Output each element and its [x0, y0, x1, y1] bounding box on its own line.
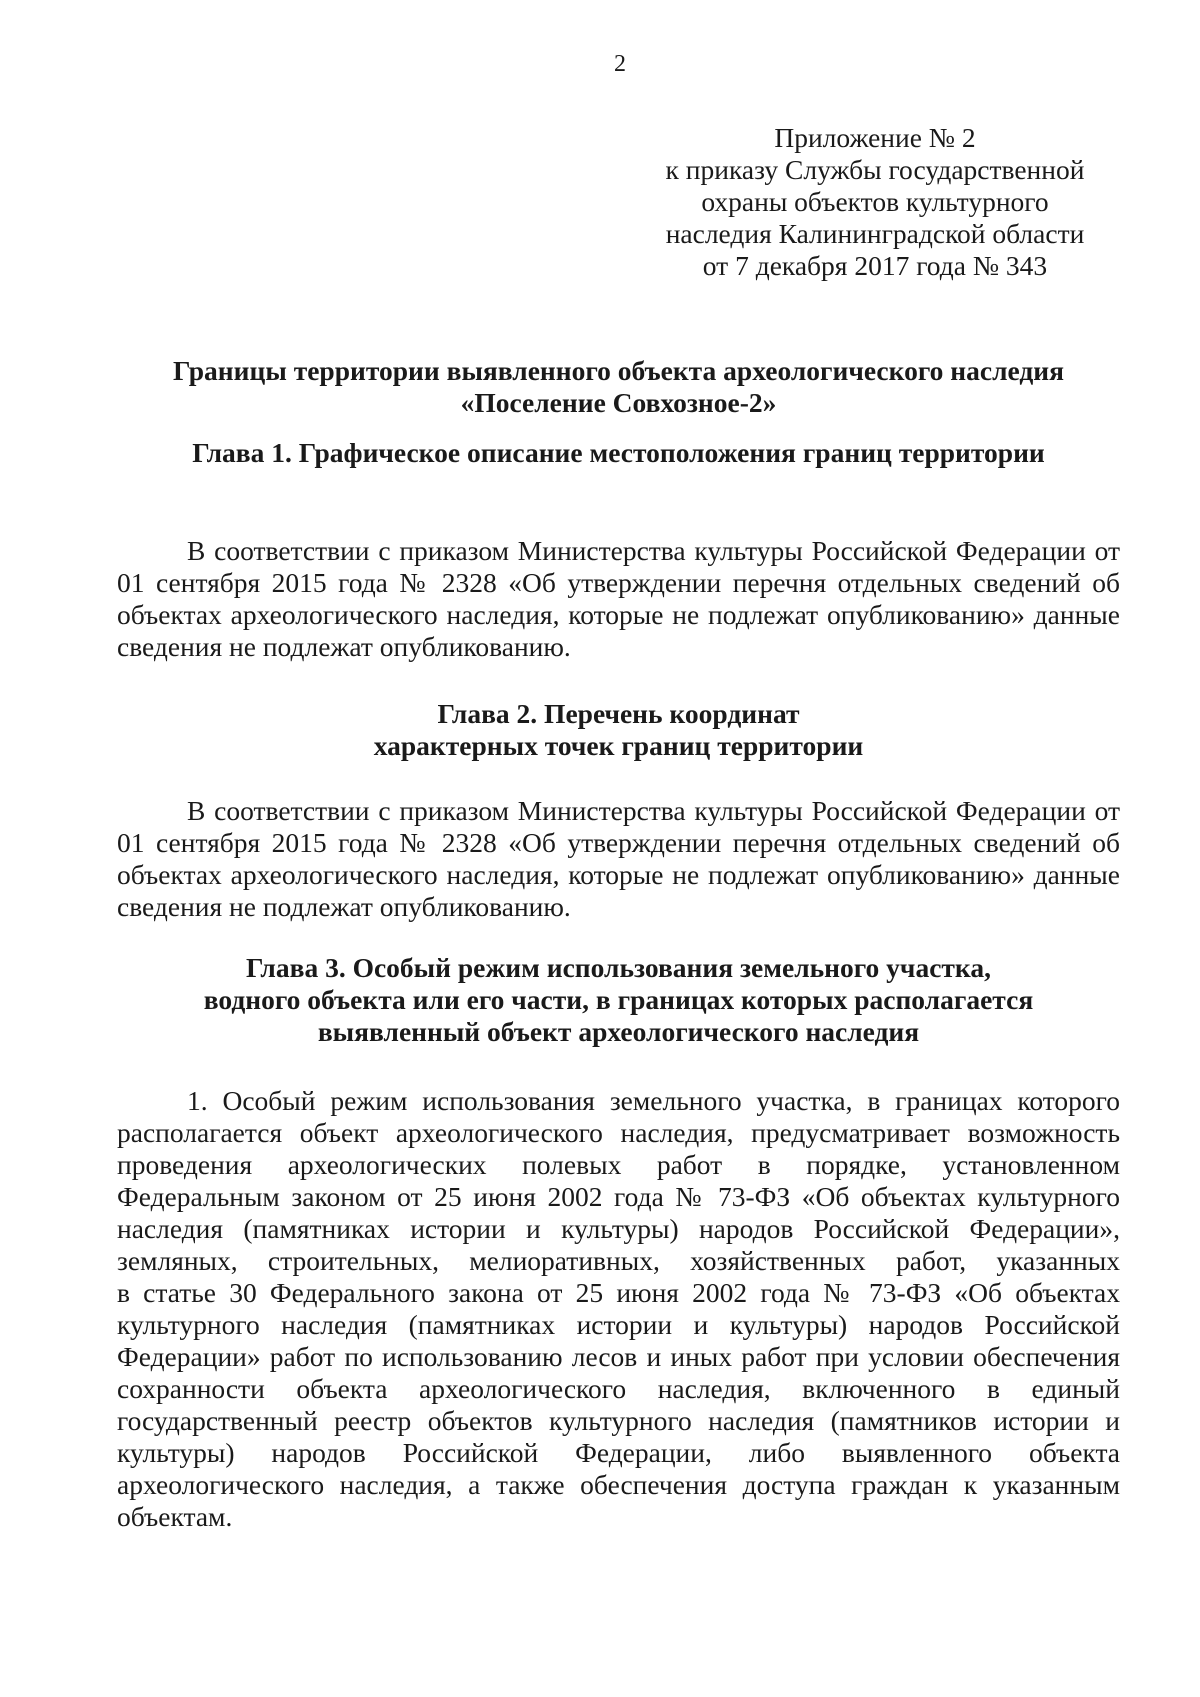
paragraph-line: сохранности объекта археологического наследия, включенного в единый — [117, 1373, 1120, 1404]
paragraph-line: наследия (памятниках истории и культуры) народов Российской Федерации», — [117, 1213, 1120, 1244]
document-title — [117, 355, 1120, 419]
paragraph-line: культурного наследия (памятниках истории и культуры) народов Российской — [117, 1309, 1120, 1340]
title-line: Границы территории выявленного объекта археологического наследия — [173, 355, 1064, 386]
paragraph-line: Федеральным законом от 25 июня 2002 года № 73-ФЗ «Об объектах культурного — [117, 1181, 1120, 1212]
paragraph-line: государственный реестр объектов культурного наследия (памятников истории и — [117, 1405, 1120, 1436]
chapter-2-paragraph — [117, 795, 1120, 923]
appendix-line: от 7 декабря 2017 года № 343 — [702, 250, 1048, 281]
paragraph-line: объектах археологического наследия, которые не подлежат опубликованию» данные — [117, 599, 1120, 630]
paragraph-line: проведения археологических полевых работ в порядке, установленном — [117, 1149, 1120, 1180]
paragraph-line: В соответствии с приказом Министерства культуры Российской Федерации от — [187, 795, 1120, 826]
paragraph-line: В соответствии с приказом Министерства культуры Российской Федерации от — [187, 535, 1120, 566]
chapter-2-heading — [117, 698, 1120, 762]
paragraph-line: 1. Особый режим использования земельного участка, в границах которого — [187, 1085, 1120, 1116]
chapter-heading-line: Глава 3. Особый режим использования земельного участка, — [246, 952, 991, 983]
paragraph-line: объектах археологического наследия, которые не подлежат опубликованию» данные — [117, 859, 1120, 890]
title-line: «Поселение Совхозное-2» — [460, 387, 777, 418]
paragraph-line: в статье 30 Федерального закона от 25 июня 2002 года № 73-ФЗ «Об объектах — [117, 1277, 1120, 1308]
paragraph-line: сведения не подлежат опубликованию. — [117, 631, 571, 662]
paragraph-line: культуры) народов Российской Федерации, либо выявленного объекта — [117, 1437, 1120, 1468]
paragraph-line: 01 сентября 2015 года № 2328 «Об утверждении перечня отдельных сведений об — [117, 827, 1120, 858]
chapter-3-paragraph — [117, 1085, 1120, 1533]
chapter-heading-line: Глава 2. Перечень координат — [437, 698, 800, 729]
appendix-line: Приложение № 2 — [774, 122, 976, 153]
chapter-1-paragraph — [117, 535, 1120, 663]
chapter-heading-line: водного объекта или его части, в границах которых располагается — [203, 984, 1034, 1015]
paragraph-line: располагается объект археологического наследия, предусматривает возможность — [117, 1117, 1120, 1148]
chapter-heading-line: Глава 1. Графическое описание местоположения границ территории — [192, 437, 1045, 468]
chapter-1-heading — [117, 437, 1120, 469]
paragraph-line: 01 сентября 2015 года № 2328 «Об утверждении перечня отдельных сведений об — [117, 567, 1120, 598]
appendix-block — [645, 122, 1105, 282]
appendix-line: к приказу Службы государственной — [665, 154, 1085, 185]
appendix-line: наследия Калининградской области — [665, 218, 1085, 249]
paragraph-line: сведения не подлежат опубликованию. — [117, 891, 571, 922]
paragraph-line: земляных, строительных, мелиоративных, хозяйственных работ, указанных — [117, 1245, 1120, 1276]
paragraph-line: Федерации» работ по использованию лесов и иных работ при условии обеспечения — [117, 1341, 1120, 1372]
chapter-3-heading — [117, 952, 1120, 1048]
appendix-line: охраны объектов культурного — [701, 186, 1049, 217]
chapter-heading-line: характерных точек границ территории — [373, 730, 864, 761]
chapter-heading-line: выявленный объект археологического наследия — [317, 1016, 920, 1047]
paragraph-line: объектам. — [117, 1501, 233, 1532]
page-number: 2 — [614, 51, 626, 77]
paragraph-line: археологического наследия, а также обеспечения доступа граждан к указанным — [117, 1469, 1120, 1500]
